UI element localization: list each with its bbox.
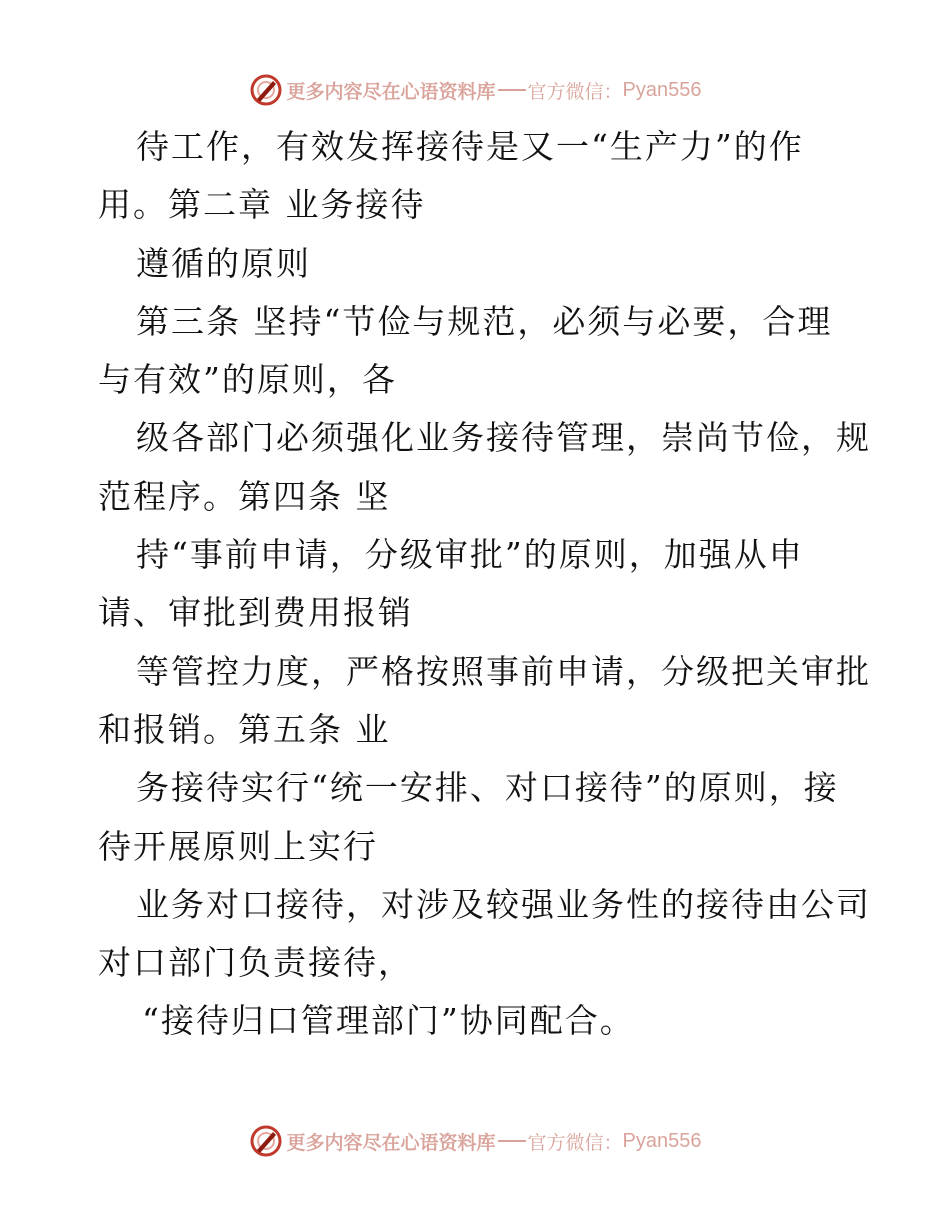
watermark-text: 更多内容尽在心语资料库: [286, 1131, 496, 1154]
watermark-dash: [498, 89, 526, 91]
footer-watermark: [0, 1121, 950, 1161]
text-line: 待开展原则上实行: [98, 826, 378, 866]
document-body: [98, 118, 871, 1051]
text-line: 范程序。第四条 坚: [98, 476, 391, 516]
text-line: 级各部门必须强化业务接待管理，崇尚节俭，规: [136, 418, 871, 458]
watermark-id: Pyan556: [622, 78, 702, 101]
text-line: 待工作，有效发挥接待是又一“生产力”的作: [136, 127, 804, 166]
watermark-id: Pyan556: [622, 1129, 702, 1152]
text-line: 等管控力度，严格按照事前申请，分级把关审批: [136, 651, 871, 691]
text-line: 请、审批到费用报销: [98, 593, 413, 633]
watermark-dash: [498, 1140, 526, 1142]
text-line: 持“事前申请，分级审批”的原则，加强从申: [136, 535, 804, 575]
text-line: 业务对口接待，对涉及较强业务性的接待由公司: [136, 884, 871, 924]
watermark-logo-icon: [249, 1124, 283, 1158]
watermark-logo-icon: [249, 73, 283, 107]
header-watermark: [0, 70, 950, 110]
text-line: 和报销。第五条 业: [98, 709, 391, 749]
text-line: 对口部门负责接待，: [98, 943, 413, 983]
text-line: 第三条 坚持“节俭与规范，必须与必要，合理: [136, 301, 833, 341]
text-line: 遵循的原则: [136, 243, 311, 283]
watermark-label: 官方微信：: [527, 1131, 623, 1154]
text-line: 与有效”的原则，各: [98, 360, 397, 400]
text-line: “接待归口管理部门”协同配合。: [142, 1001, 635, 1041]
watermark-label: 官方微信：: [527, 80, 623, 103]
watermark-text: 更多内容尽在心语资料库: [286, 80, 496, 103]
text-line: 务接待实行“统一安排、对口接待”的原则，接: [136, 768, 839, 808]
text-line: 用。第二章 业务接待: [98, 185, 426, 225]
